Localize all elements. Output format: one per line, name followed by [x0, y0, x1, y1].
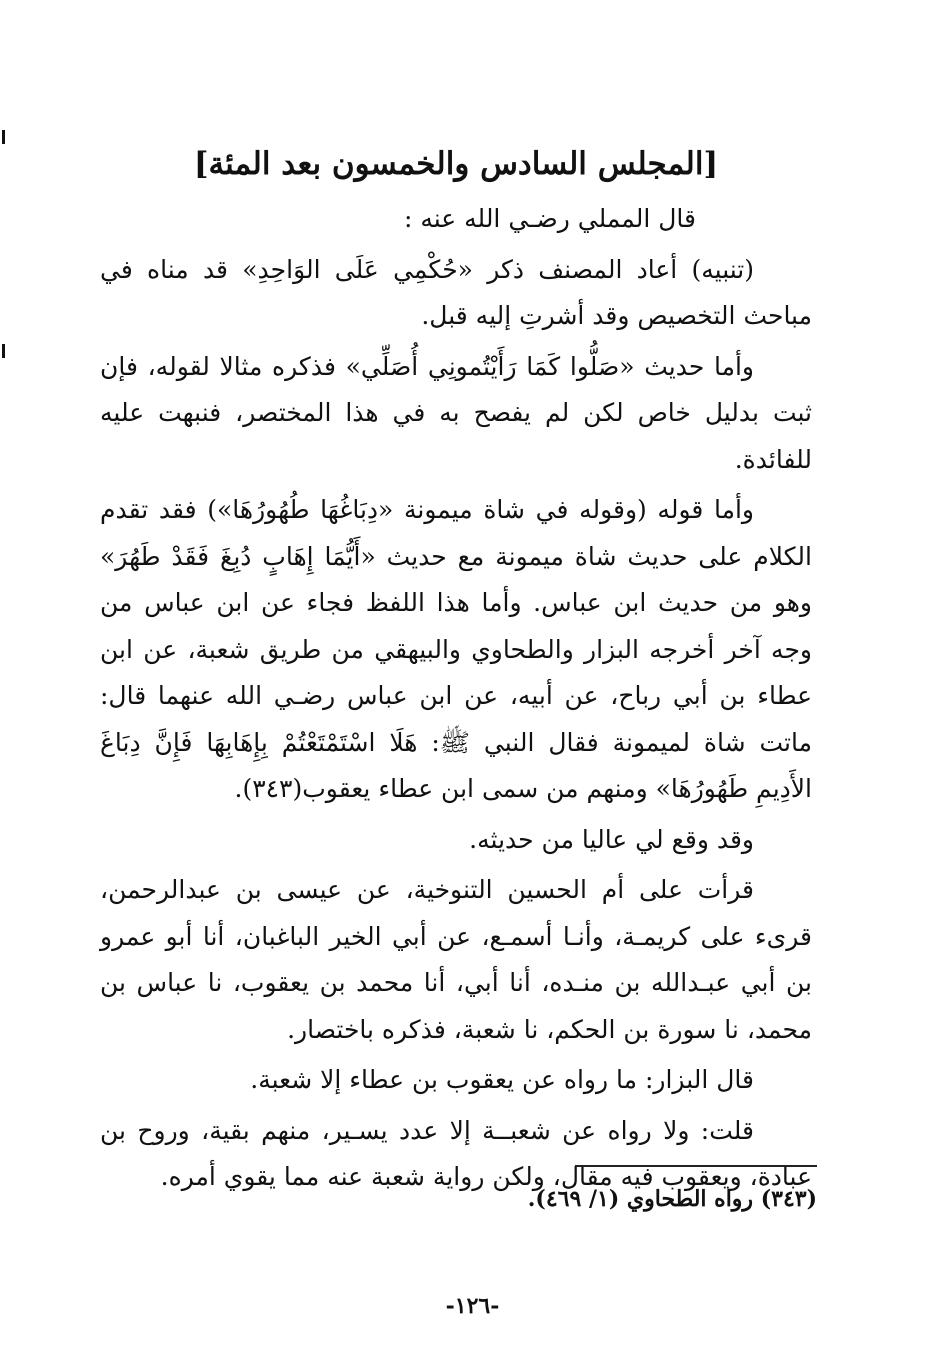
paragraph-tanbih: (تنبيه) أعاد المصنف ذكر «حُكْمِي عَلَى الوَاحِدِ» قد مناه في مباحث التخصيص وقد أشرتِ إليه قبل. [100, 254, 812, 330]
page-title: [المجلس السادس والخمسون بعد المئة] [193, 146, 719, 182]
page-body [100, 138, 812, 1201]
margin-mark [2, 130, 5, 144]
margin-mark [2, 344, 5, 358]
footnote-divider [575, 1165, 817, 1167]
intro-line: قال المملي رضـي الله عنه : [403, 204, 696, 233]
paragraph-qultu: قلت: ولا رواه عن شعبــة إلا عدد يسـير، منهم بقية، وروح بن عبادة، ويعقوب فيه مقال، ولكن رواية شعبة عنه مما يقوي أمره. [100, 1115, 812, 1191]
footnote: (٣٤٣) رواه الطحاوي (١/ ٤٦٩). [527, 1186, 817, 1212]
paragraph-wa-qad-waqa: وقد وقع لي عاليا من حديثه. [469, 824, 754, 854]
page-number: -١٢٦- [445, 1293, 500, 1319]
paragraph-bazzar: قال البزار: ما رواه عن يعقوب بن عطاء إلا شعبة. [250, 1065, 754, 1094]
paragraph-isnad: قرأت على أم الحسين التنوخية، عن عيسى بن عبدالرحمن، قرىء على كريمـة، وأنـا أسمـع، عن أبي الخير الباغبان، أنا أبو عمرو بن أبي عبـدالله بن منـده، أنا أبي، أنا محمد بن يعقوب، نا عباس بن محمد، نا سورة بن الحكم، نا شعبة، فذكره باختصار. [100, 875, 812, 1044]
paragraph-sallu-hadith: وأما حديث «صَلُّوا كَمَا رَأَيْتُمونِي أُصَلِّي» فذكره مثالا لقوله، فإن ثبت بدليل خاص لكن لم يفصح به في هذا المختصر، فنبهت عليه للفائدة. [100, 351, 812, 474]
paragraph-maymuna-hadith: وأما قوله (وقوله في شاة ميمونة «دِبَاغُهَا طُهُورُهَا») فقد تقدم الكلام على حديث شاة ميمونة مع حديث «أَيُّمَا إِهَابٍ دُبِغَ فَقَدْ طَهُرَ» وهو من حديث ابن عباس. وأما هذا اللفظ فجاء عن ابن عباس من وجه آخر أخرجه البزار والطحاوي والبيهقي من طريق شعبة، عن ابن عطاء بن أبي رباح، عن أبيه، عن ابن عباس رضـي الله عنهما قال: ماتت شاة لميمونة فقال النبي ﷺ: هَلَا اسْتَمْتَعْتُمْ بِإِهَابِهَا فَإِنَّ دِبَاغَ الأَدِيمِ طَهُورُهَا» ومنهم من سمى ابن عطاء يعقوب(٣٤٣). [100, 495, 812, 803]
